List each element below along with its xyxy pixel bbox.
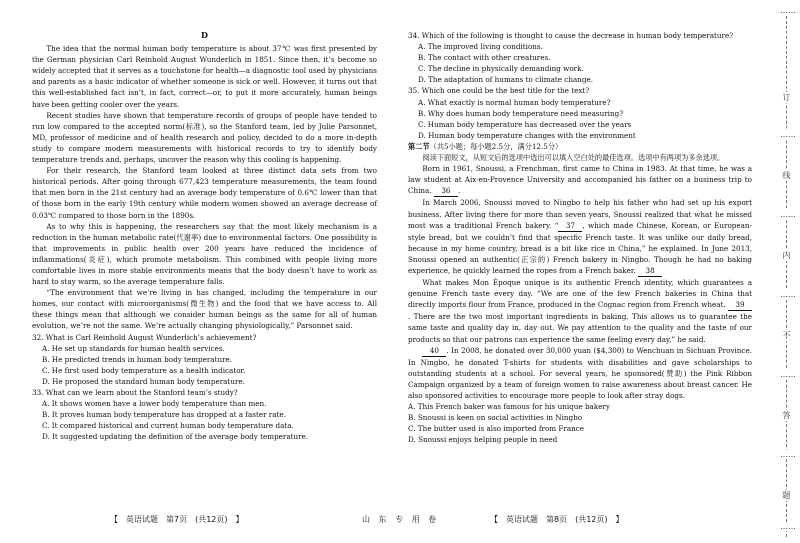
passage-text: In March 2006, Snoussi moved to Ningbo to help his father who had set up his export business. After living there for more than seven years, Snoussi realized that what he missed most was a traditional French bakery. “ — [408, 198, 752, 230]
passage-text: . In 2008, he donated over 30,000 yuan ($4,300) to Wenchuan in Sichuan Province. In Ningbo, he donated T-shirts for students with disabilities and gave scholarships to outstanding students at a school. For several years, he sponsored(赞助) the Pink Ribbon Campaign organized by a team of foreign women to raise awareness about breast cancer. He also sponsored activities to encourage more people to look after stray dogs. — [408, 345, 752, 400]
section-title: D — [201, 30, 208, 40]
blank-40[interactable]: 40 — [422, 345, 446, 357]
binding-margin — [772, 0, 800, 543]
cloze-paragraph — [408, 197, 752, 277]
question-35 — [408, 85, 752, 140]
answer-option[interactable]: C. The decline in physically demanding work. — [418, 64, 584, 74]
cloze-paragraph: Born in 1961, Snoussi, a Frenchman, first came to China in 1983. At that time, he was a law student at Aix-en-Provence University and accompanied his father on a business trip to China. 36 . — [408, 163, 752, 197]
left-column — [32, 30, 377, 442]
question-stem: 32. What is Carl Reinhold August Wunderlich’s achievement? — [32, 332, 257, 342]
binding-char: …… — [780, 6, 796, 15]
question-stem: 34. Which of the following is thought to cause the decrease in human body temperature? — [408, 31, 734, 40]
choice-option[interactable]: A. This French baker was famous for his unique bakery — [408, 402, 610, 412]
binding-char: 不 — [780, 330, 793, 341]
answer-option[interactable]: D. It suggested updating the definition of the average body temperature. — [42, 432, 309, 442]
blank-37[interactable]: 37 — [558, 220, 582, 232]
passage-text: . There are the two most important ingredients in baking. This allows us to guarantee the same taste and quality day in, day out. We pay attention to the quality and the taste of our products so that our patrons can experience the same feeling every day,” he said. — [408, 312, 752, 344]
answer-option[interactable]: B. He predicted trends in human body temperature. — [42, 354, 233, 364]
answer-option[interactable]: C. It compared historical and current human body temperature data. — [42, 421, 294, 431]
part-title: 第二节 — [408, 141, 430, 151]
answer-option[interactable]: D. The adaptation of humans to climate change. — [418, 75, 594, 85]
binding-char: 答 — [780, 410, 793, 421]
answer-option[interactable]: C. Human body temperature has decreased over the years — [418, 119, 632, 129]
blank-36[interactable]: 36 — [434, 185, 458, 197]
binding-char: 线 — [780, 170, 793, 181]
binding-char: …… — [780, 130, 796, 139]
question-33 — [32, 387, 377, 442]
footer-page-8: 【 英语试题 第8页 (共12页) 】 — [490, 515, 624, 524]
binding-char: 内 — [780, 250, 793, 261]
passage-paragraph: Recent studies have shown that temperature records of groups of people have tended to run low compared to the accepted norm(标准), so the Stanford team, led by Julie Parsonnet, MD, professor of medicine and of health research and policy, decided to do a more in-depth study to compare modern measurements with historical records to try to identify body temperature trends and, perhaps, uncover the reason why this cooling is happening. — [32, 110, 377, 165]
binding-char: …… — [780, 210, 796, 219]
passage-paragraph: For their research, the Stanford team looked at three distinct data sets from two historical periods. After going through 677,423 temperature measurements, the team found that men born in the 21st century had an average body temperature of 0.6℃ lower than that of those born in the early 19th century while modern women showed an average decrease of 0.03℃ compared to those born in the 1890s. — [32, 166, 377, 220]
answer-option[interactable]: B. Why does human body temperature need measuring? — [418, 108, 624, 118]
passage-paragraph: “The environment that we’re living in has changed, including the temperature in our homes, our contact with microorganisms(微生物) and the food that we have access to. All these things mean that although we consider human beings as the same for all of human evolution, we’re not the same. We’re actually changing physiologically,” Parsonnet said. — [32, 288, 377, 331]
binding-char: …… — [780, 290, 796, 299]
passage-paragraph: As to why this is happening, the researchers say that the most likely mechanism is a reduction in the human metabolic rate(代谢率) due to environmental factors. One possibility is that improvements in public health over 200 years have reduced the incidence of inflammations(炎症), which promote metabolism. This combined with people living more comfortable lives in more stable environments means that the body doesn’t have to work as hard to stay warm, so the average temperature falls. — [32, 221, 377, 287]
cloze-paragraph — [408, 277, 752, 345]
binding-char: …… — [780, 522, 796, 531]
blank-39[interactable]: 39 — [728, 299, 752, 311]
instructions: 阅读下面短文，从短文后的选项中选出可以填入空白处的最佳选项。选项中有两项为多余选项。 — [422, 153, 725, 163]
binding-char: 题 — [780, 490, 793, 501]
choice-option[interactable]: D. Snoussi enjoys helping people in need — [408, 435, 558, 445]
answer-option[interactable]: C. He first used body temperature as a health indicator. — [42, 365, 246, 375]
choice-option[interactable]: C. The butter used is also imported from France — [408, 424, 585, 434]
question-34 — [408, 30, 752, 85]
passage-text: , which made Chinese, Korean, or European-style bread, but we couldn’t find that specific French taste. It was unlike our daily bread, because in my home country, bread is a bit like rice in China,” he explained. In June 2013, Snoussi opened an authentic(正宗的) French bakery in Ningbo. Though he had no baking experience, he quickly learned the ropes from a French baker. — [408, 220, 752, 275]
part-note: （共5小题；每小题2.5分，满分12.5分） — [429, 141, 563, 151]
answer-option[interactable]: D. Human body temperature changes with the environment — [418, 130, 636, 140]
binding-char: …… — [780, 450, 796, 459]
answer-option[interactable]: A. He set up standards for human health services. — [42, 343, 225, 353]
question-stem: 35. Which one could be the best title for the text? — [408, 86, 590, 96]
part-heading — [408, 141, 752, 152]
cloze-paragraph — [408, 345, 752, 401]
passage-text: Born in 1961, Snoussi, a Frenchman, first came to China in 1983. At that time, he was a law student at Aix-en-Provence University and accompanied his father on a business trip to China. — [408, 164, 752, 196]
answer-option[interactable]: A. The improved living conditions. — [418, 42, 543, 52]
choice-option[interactable]: B. Snoussi is keen on social activities in Ningbo — [408, 413, 583, 423]
footer-page-7: 【 英语试题 第7页 (共12页) 】 — [110, 515, 244, 524]
right-column — [408, 30, 752, 445]
footer-exam-label: 山 东 专 用 卷 — [362, 515, 440, 524]
answer-option[interactable]: D. He proposed the standard human body temperature. — [42, 376, 245, 386]
answer-option[interactable]: A. What exactly is normal human body temperature? — [418, 97, 611, 107]
blank-38[interactable]: 38 — [638, 265, 662, 277]
question-32 — [32, 332, 377, 387]
binding-char: 订 — [780, 92, 793, 103]
question-stem: 33. What can we learn about the Stanford team’s study? — [32, 388, 238, 397]
answer-option[interactable]: A. It shows women have a lower body temperature than men. — [42, 399, 267, 409]
answer-option[interactable]: B. The contact with other creatures. — [418, 53, 551, 63]
passage-text: What makes Mon Époque unique is its authentic French identity, which guarantees a genuine French taste every day. “We are one of the few French bakeries in China that directly imports flour from France, produced in the Cognac region from French wheat. — [408, 278, 752, 310]
answer-option[interactable]: B. It proves human body temperature has dropped at a faster rate. — [42, 410, 286, 420]
passage-paragraph: The idea that the normal human body temperature is about 37℃ was first presented by the German physician Carl Reinhold August Wunderlich in 1851. Since then, it’s become so widely accepted that it serves as a touchstone for health—a diagnostic tool used by physicians and parents as a basic indicator of whether someone is sick or well. However, it turns out that this well-established fact isn’t, in fact, correct—or, to put it more accurately, human beings have been getting cooler over the years. — [32, 44, 377, 109]
binding-char: …… — [780, 370, 796, 379]
